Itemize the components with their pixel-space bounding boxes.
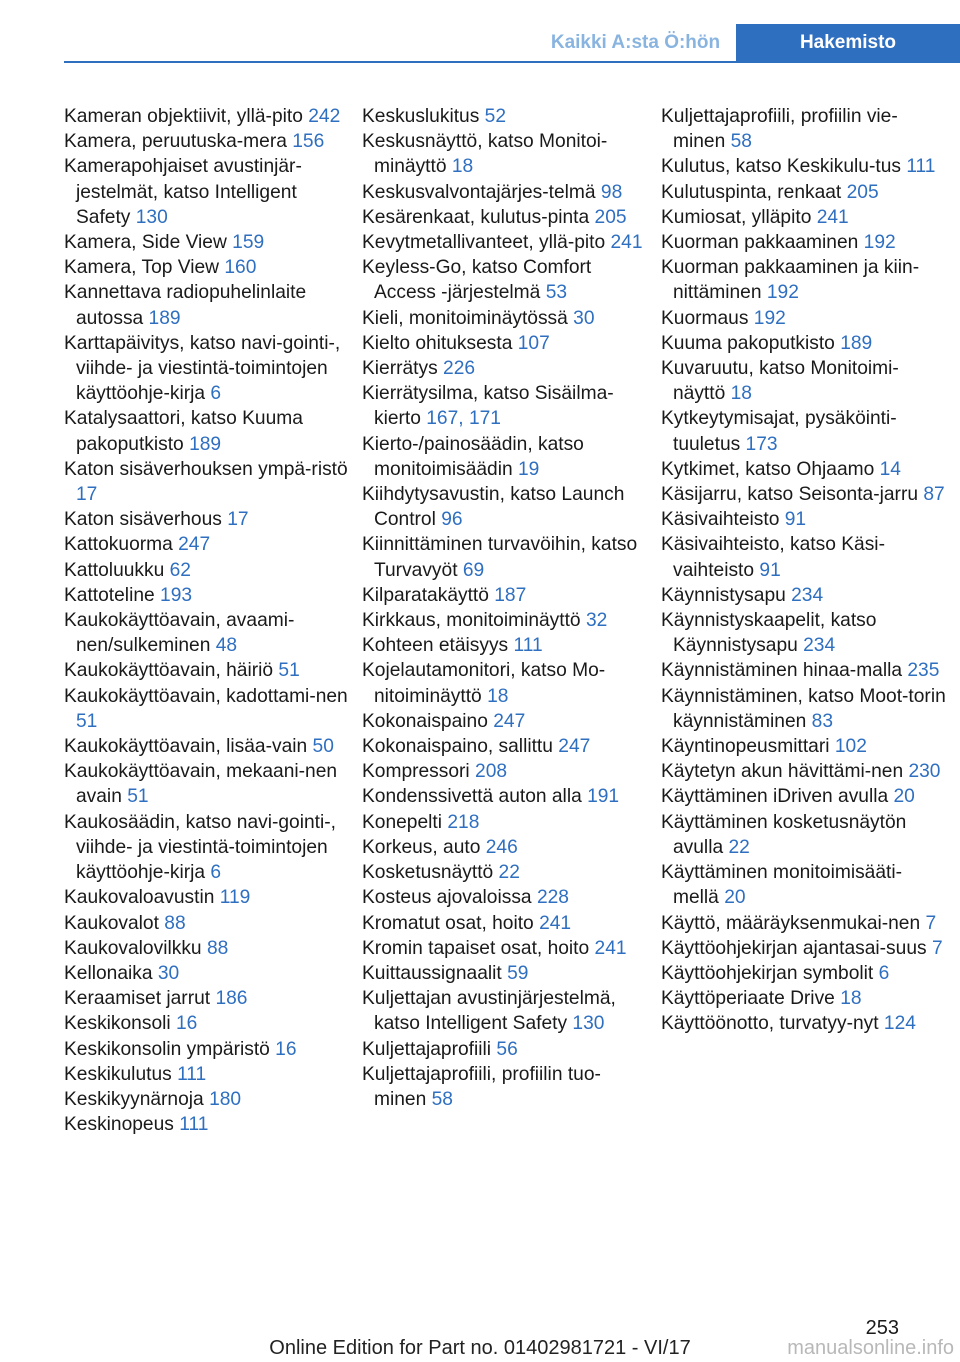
page-reference-link[interactable]: 247 [558,736,591,758]
index-entry [661,961,946,986]
index-entry [64,608,349,658]
page-reference-link[interactable]: 20 [893,786,915,808]
index-term: Kamera, Side View [64,232,227,254]
index-entry [362,784,647,809]
page-reference-link[interactable]: 96 [441,509,463,531]
index-entry [362,583,647,608]
index-term: Kieli, monitoiminäytössä [362,307,568,329]
index-entry [661,532,946,582]
index-term: Keskikulutus [64,1063,172,1085]
page-number: 253 [865,1317,899,1339]
index-entry [64,104,349,129]
watermark: manualsonline.info [787,1337,954,1359]
index-term: Kevytmetallivanteet, yllä-pito [362,232,606,254]
index-term: Kuljettajaprofiili, profiilin vie-minen [661,106,898,153]
page-reference-link[interactable]: 173 [745,433,778,455]
page-reference-link[interactable]: 247 [493,710,526,732]
page-reference-link[interactable]: 87 [923,484,945,506]
index-term: Kaukosäädin, katso navi-gointi-, viihde- ja viestintä-toimintojen käyttöohje-kirja [64,811,336,884]
page-reference-link[interactable]: 241 [816,206,849,228]
index-term: Keskinopeus [64,1114,174,1136]
page-reference-link[interactable]: 6 [210,383,222,405]
index-entry [661,457,946,482]
chapter-tabs [535,24,960,62]
page-reference-link[interactable]: 88 [206,937,229,959]
index-term: Korkeus, auto [362,836,481,858]
index-term: Kumiosat, ylläpito [661,206,812,228]
page-reference-link[interactable]: 234 [791,584,824,606]
index-entry [64,129,349,154]
index-entry [362,331,647,356]
index-entry [661,684,946,734]
page-reference-link[interactable]: 167, 171 [426,408,501,430]
index-term: Kameran objektiivit, yllä-pito [64,106,303,127]
page-reference-link[interactable]: 16 [275,1038,297,1060]
index-entry [64,1011,349,1036]
index-entry [64,331,349,407]
index-term: Kilparatakäyttö [362,584,489,606]
index-term: Kompressori [362,761,470,783]
index-entry [64,658,349,683]
index-entry [64,1062,349,1087]
index-term: Kuormaus [661,307,749,329]
page-reference-link[interactable]: 246 [485,836,518,858]
page-reference-link[interactable]: 91 [784,509,807,531]
edition-footer: Online Edition for Part no. 01402981721 - VI/17 [269,1337,691,1359]
page-reference-link[interactable]: 88 [164,912,186,934]
page-reference-link[interactable]: 58 [431,1088,453,1110]
index-entry [661,507,946,532]
page-reference-link[interactable]: 22 [498,862,520,884]
page-reference-link[interactable]: 247 [178,534,211,556]
index-entry [661,608,946,658]
index-entry [362,860,647,885]
index-term: Käyttäminen iDriven avulla [661,786,889,808]
index-entry [362,1037,647,1062]
index-term: Käsivaihteisto [661,509,780,531]
index-entry [661,180,946,205]
index-entry [64,154,349,230]
index-term: Käyttöohjekirjan ajantasai-suus [661,937,927,959]
index-term: Kaukokäyttöavain, häiriö [64,660,274,682]
index-term: Käyttäminen monitoimisääti-mellä [661,862,903,909]
index-term: Kuuma pakoputkisto [661,332,835,354]
page-reference-link[interactable]: 111 [179,1114,209,1136]
index-term: Käsivaihteisto, katso Käsi-vaihteisto [661,534,885,581]
index-entry [362,482,647,532]
index-term: Kuorman pakkaaminen ja kiin-nittäminen [661,257,920,304]
index-entry [362,356,647,381]
index-entry [661,583,946,608]
tab-index[interactable]: Hakemisto [736,24,960,62]
page-reference-link[interactable]: 52 [484,106,506,127]
index-term: Kaukovalot [64,912,159,934]
page-reference-link[interactable]: 235 [907,660,940,682]
header-rule [64,61,960,63]
index-entry [362,180,647,205]
page-reference-link[interactable]: 205 [846,181,879,203]
index-entry [64,1087,349,1112]
index-entry [661,406,946,456]
page-reference-link[interactable]: 192 [766,282,799,304]
page-reference-link[interactable]: 16 [176,1013,198,1035]
index-entry [661,1011,946,1036]
page-reference-link[interactable]: 234 [803,635,836,657]
page-reference-link[interactable]: 30 [573,307,595,329]
page-reference-link[interactable]: 18 [487,685,509,707]
page-reference-link[interactable]: 226 [443,358,476,380]
index-entry [661,230,946,255]
index-entry [64,230,349,255]
index-entry [661,734,946,759]
index-entry [362,432,647,482]
index-entry [362,759,647,784]
page-reference-link[interactable]: 56 [496,1038,518,1060]
index-term: Kellonaika [64,962,153,984]
page-reference-link[interactable]: 14 [879,458,901,480]
page-reference-link[interactable]: 192 [863,232,896,254]
index-term: Käsijarru, katso Seisonta-jarru [661,484,919,506]
page-reference-link[interactable]: 53 [545,282,568,304]
index-term: Käynnistyskaapelit, katso Käynnistysapu [661,610,877,657]
index-term: Kosteus ajovaloissa [362,887,532,909]
page-reference-link[interactable]: 187 [494,584,527,606]
index-entry [362,230,647,255]
page-reference-link[interactable]: 119 [219,887,251,909]
index-term: Käyttö, määräyksenmukai-nen [661,912,921,934]
page-reference-link[interactable]: 48 [215,635,238,657]
index-term: Kielto ohituksesta [362,332,513,354]
index-entry [362,1062,647,1112]
page-reference-link[interactable]: 69 [462,559,485,581]
index-entry [64,936,349,961]
index-term: Kokonaispaino [362,710,488,732]
index-term: Kaukokäyttöavain, mekaani-nen avain [64,761,338,808]
page-reference-link[interactable]: 7 [925,912,937,934]
page-reference-link[interactable]: 189 [840,332,873,354]
page-reference-link[interactable]: 230 [908,761,941,783]
page-reference-link[interactable]: 62 [169,559,191,581]
index-entry [362,810,647,835]
index-column-1 [64,104,349,1137]
tab-a-to-z[interactable]: Kaikki A:sta Ö:hön [535,24,736,62]
index-term: Kirkkaus, monitoiminäyttö [362,610,581,632]
page-reference-link[interactable]: 191 [587,786,620,808]
index-term: Kaukokäyttöavain, lisäa-vain [64,736,308,758]
index-term: Kuljettajan avustinjärjestelmä, katso Intelligent Safety [362,988,616,1035]
index-term: Kaukokäyttöavain, kadottami-nen [64,685,348,707]
index-entry [362,709,647,734]
page-reference-link[interactable]: 32 [585,610,608,632]
index-entry [64,961,349,986]
index-entry [362,835,647,860]
page-reference-link[interactable]: 107 [517,332,550,354]
page-reference-link[interactable]: 59 [507,962,529,984]
page-reference-link[interactable]: 51 [76,710,98,732]
page-reference-link[interactable]: 83 [811,710,834,732]
index-term: Kulutus, katso Keskikulu-tus [661,156,901,178]
index-term: Kaukovalovilkku [64,937,202,959]
index-term: Kytkimet, katso Ohjaamo [661,458,875,480]
index-entry [362,381,647,431]
index-term: Kiihdytysavustin, katso Launch Control [362,484,625,531]
page-reference-link[interactable]: 18 [451,156,474,178]
index-entry [362,961,647,986]
index-term: Käynnistysapu [661,584,786,606]
index-term: Käyttöperiaate Drive [661,988,835,1010]
page-reference-link[interactable]: 7 [931,937,943,959]
index-term: Kaukokäyttöavain, avaami-nen/sulkeminen [64,610,295,657]
index-term: Kytkeytymisajat, pysäköinti-tuuletus [661,408,897,455]
index-term: Kamera, Top View [64,257,220,279]
index-term: Käynnistäminen hinaa-malla [661,660,903,682]
index-term: Keskikyynärnoja [64,1088,204,1110]
page-reference-link[interactable]: 241 [610,232,643,254]
index-term: Katon sisäverhous [64,509,222,531]
index-term: Kierto-/painosäädin, katso monitoimisäädin [362,433,584,480]
index-term: Katalysaattori, katso Kuuma pakoputkisto [64,408,303,455]
index-entry [661,936,946,961]
index-term: Kuljettajaprofiili [362,1038,492,1060]
index-entry [661,331,946,356]
page-reference-link[interactable]: 130 [135,206,168,228]
index-term: Käyttöohjekirjan symbolit [661,962,874,984]
page-reference-link[interactable]: 50 [312,736,334,758]
index-entry [64,457,349,507]
index-entry [64,911,349,936]
page-reference-link[interactable]: 241 [539,912,572,934]
page-reference-link[interactable]: 6 [878,962,890,984]
index-entry [661,306,946,331]
index-entry [64,1112,349,1137]
index-entry [362,532,647,582]
index-entry [64,684,349,734]
index-term: Kuljettajaprofiili, profiilin tuo-minen [362,1063,601,1110]
page-reference-link[interactable]: 17 [227,509,249,531]
index-entry [362,986,647,1036]
index-entry [661,810,946,860]
page-reference-link[interactable]: 98 [600,181,623,203]
index-entry [64,532,349,557]
index-term: Kromin tapaiset osat, hoito [362,937,590,959]
page-reference-link[interactable]: 20 [724,887,746,909]
page-reference-link[interactable]: 189 [189,433,222,455]
index-entry [64,734,349,759]
index-term: Kamera, peruutuska-mera [64,131,287,153]
page-reference-link[interactable]: 19 [518,458,540,480]
page-reference-link[interactable]: 205 [594,206,627,228]
page-reference-link[interactable]: 228 [536,887,569,909]
index-entry [362,658,647,708]
index-term: Kierrätysilma, katso Sisäilma-kierto [362,383,614,430]
index-entry [661,356,946,406]
index-term: Konepelti [362,811,443,833]
index-entry [64,1037,349,1062]
index-entry [362,734,647,759]
index-entry [64,986,349,1011]
index-entry [661,658,946,683]
index-term: Kondenssivettä auton alla [362,786,582,808]
index-entry [661,986,946,1011]
index-term: Kohteen etäisyys [362,635,509,657]
index-term: Katon sisäverhouksen ympä-ristö [64,458,348,480]
index-entry [64,810,349,886]
index-term: Käytetyn akun hävittämi-nen [661,761,904,783]
page-reference-link[interactable]: 192 [753,307,786,329]
index-term: Keyless-Go, katso Comfort Access -järjestelmä [362,257,592,304]
page-reference-link[interactable]: 58 [730,131,752,153]
index-entry [661,759,946,784]
index-term: Kromatut osat, hoito [362,912,534,934]
index-entry [64,280,349,330]
page-reference-link[interactable]: 180 [209,1088,242,1110]
index-term: Kuorman pakkaaminen [661,232,859,254]
page-reference-link[interactable]: 159 [232,232,265,254]
page-reference-link[interactable]: 208 [475,761,508,783]
page-reference-link[interactable]: 218 [447,811,480,833]
index-term: Keskusnäyttö, katso Monitoi-minäyttö [362,131,608,178]
index-entry [362,104,647,129]
index-entry [661,482,946,507]
index-entry [64,558,349,583]
page-reference-link[interactable]: 242 [308,106,341,127]
index-term: Käyttöönotto, turvatyy-nyt [661,1013,879,1035]
index-entry [64,759,349,809]
index-term: Kattokuorma [64,534,173,556]
index-entry [362,885,647,910]
index-term: Kannettava radiopuhelinlaite autossa [64,282,307,329]
index-entry [362,936,647,961]
index-entry [362,608,647,633]
index-term: Kuittaussignaalit [362,962,502,984]
index-term: Keskusvalvontajärjes-telmä [362,181,596,203]
index-term: Karttapäivitys, katso navi-gointi-, viihde- ja viestintä-toimintojen käyttöohje-kirja [64,332,341,405]
index-term: Kiinnittäminen turvavöihin, katso Turvavyöt [362,534,638,581]
page-reference-link[interactable]: 156 [292,131,325,153]
page-reference-link[interactable]: 124 [883,1013,916,1035]
index-term: Kamerapohjaiset avustinjär-jestelmät, katso Intelligent Safety [64,156,302,228]
index-term: Kojelautamonitori, katso Mo-nitoiminäyttö [362,660,606,707]
index-entry [362,255,647,305]
page-reference-link[interactable]: 102 [834,736,867,758]
index-entry [64,507,349,532]
page-reference-link[interactable]: 193 [160,584,193,606]
page-reference-link[interactable]: 51 [127,786,149,808]
index-term: Käyntinopeusmittari [661,736,830,758]
index-entry [661,860,946,910]
page-reference-link[interactable]: 189 [148,307,181,329]
index-entry [362,205,647,230]
index-term: Keskikonsolin ympäristö [64,1038,270,1060]
page-reference-link[interactable]: 130 [572,1013,605,1035]
index-column-3 [661,104,946,1037]
index-entry [64,255,349,280]
index-term: Kuvaruutu, katso Monitoimi-näyttö [661,358,899,405]
index-term: Kosketusnäyttö [362,862,494,884]
index-entry [362,911,647,936]
index-term: Käynnistäminen, katso Moot-torin käynnistäminen [661,685,946,732]
index-term: Kaukovaloavustin [64,887,215,909]
index-term: Käyttäminen kosketusnäytön avulla [661,811,907,858]
index-entry [64,885,349,910]
page-reference-link[interactable]: 111 [513,635,543,657]
page-reference-link[interactable]: 22 [728,836,750,858]
page-reference-link[interactable]: 18 [840,988,862,1010]
index-entry [661,104,946,154]
page-reference-link[interactable]: 17 [76,484,98,506]
page-reference-link[interactable]: 111 [906,156,936,178]
index-term: Kattoteline [64,584,155,606]
page-reference-link[interactable]: 18 [730,383,752,405]
page-reference-link[interactable]: 30 [157,962,180,984]
index-entry [661,784,946,809]
index-entry [661,255,946,305]
index-term: Keraamiset jarrut [64,988,211,1010]
page-reference-link[interactable]: 51 [278,660,300,682]
page-reference-link[interactable]: 160 [224,257,257,279]
index-entry [661,154,946,179]
index-column-2 [362,104,647,1112]
index-entry [362,633,647,658]
page-reference-link[interactable]: 111 [177,1063,207,1085]
index-term: Keskikonsoli [64,1013,171,1035]
index-entry [64,583,349,608]
index-term: Kulutuspinta, renkaat [661,181,842,203]
index-term: Keskuslukitus [362,106,480,127]
index-term: Kesärenkaat, kulutus-pinta [362,206,590,228]
index-term: Kattoluukku [64,559,165,581]
index-term: Kierrätys [362,358,438,380]
index-entry [661,205,946,230]
index-term: Kokonaispaino, sallittu [362,736,553,758]
index-entry [64,406,349,456]
index-entry [362,306,647,331]
page-reference-link[interactable]: 6 [210,862,222,884]
page-reference-link[interactable]: 91 [759,559,781,581]
index-entry [661,911,946,936]
page-reference-link[interactable]: 241 [594,937,627,959]
index-entry [362,129,647,179]
page-reference-link[interactable]: 186 [215,988,248,1010]
